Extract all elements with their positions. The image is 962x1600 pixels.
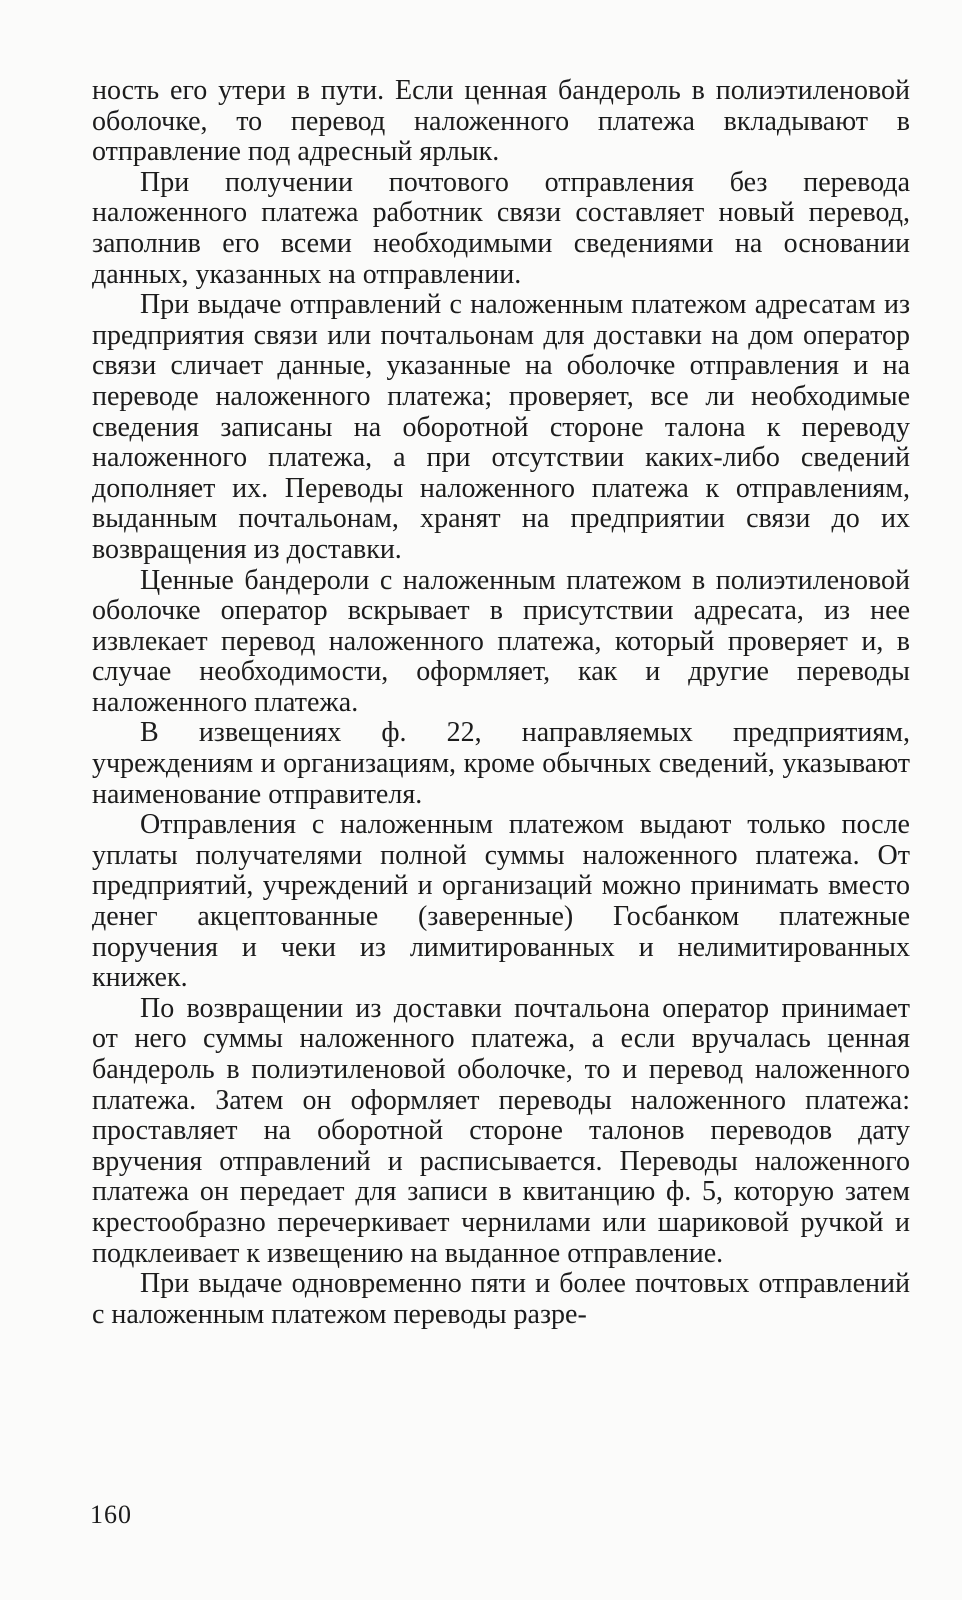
paragraph-2: При получении почтового отправления без перевода наложенного платежа работник связи составляет новый перевод, заполнив его всеми необходимыми сведениями на основании данных, указанных на отправлении. [92,166,910,290]
paragraph-7: По возвращении из доставки почтальона оператор принимает от него суммы наложенного платежа, а если вручалась ценная бандероль в полиэтиленовой оболочке, то и перевод наложенного платежа. Затем он оформляет переводы наложенного платежа: проставляет на оборотной стороне талонов переводов дату вручения отправлений и расписывается. Переводы наложенного платежа он передает для записи в квитанцию ф. 5, которую затем крестообразно перечеркивает чернилами или шариковой ручкой и подклеивает к извещению на выданное отправление. [92,992,910,1269]
paragraph-6: Отправления с наложенным платежом выдают только после уплаты получателями полной суммы наложенного платежа. От предприятий, учреждений и организаций можно принимать вместо денег акцептованные (заверенные) Госбанком платежные поручения и чеки из лимитированных и нелимитированных книжек. [92,809,910,994]
paragraph-4: Ценные бандероли с наложенным платежом в полиэтиленовой оболочке оператор вскрывает в присутствии адресата, из нее извлекает перевод наложенного платежа, который проверяет и, в случае необходимости, оформляет, как и другие переводы наложенного платежа. [92,564,910,718]
paragraph-3: При выдаче отправлений с наложенным платежом адресатам из предприятия связи или почтальонам для доставки на дом оператор связи сличает данные, указанные на оболочке отправления и на переводе наложенного платежа; проверяет, все ли необходимые сведения записаны на оборотной стороне талона к переводу наложенного платежа, а при отсутствии каких-либо сведений дополняет их. Переводы наложенного платежа к отправлениям, выданным почтальонам, хранят на предприятии связи до их возвращения из доставки. [92,289,910,565]
paragraph-1: ность его утери в пути. Если ценная бандероль в полиэтиленовой оболочке, то перевод наложенного платежа вкладывают в отправление под адресный ярлык. [92,75,910,168]
paragraph-8: При выдаче одновременно пяти и более почтовых отправлений с наложенным платежом переводы разре- [92,1268,910,1330]
body-text [92,76,910,1330]
paragraph-5: В извещениях ф. 22, направляемых предприятиям, учреждениям и организациям, кроме обычных сведений, указывают наименование отправителя. [92,717,910,810]
page-number: 160 [90,1500,132,1529]
